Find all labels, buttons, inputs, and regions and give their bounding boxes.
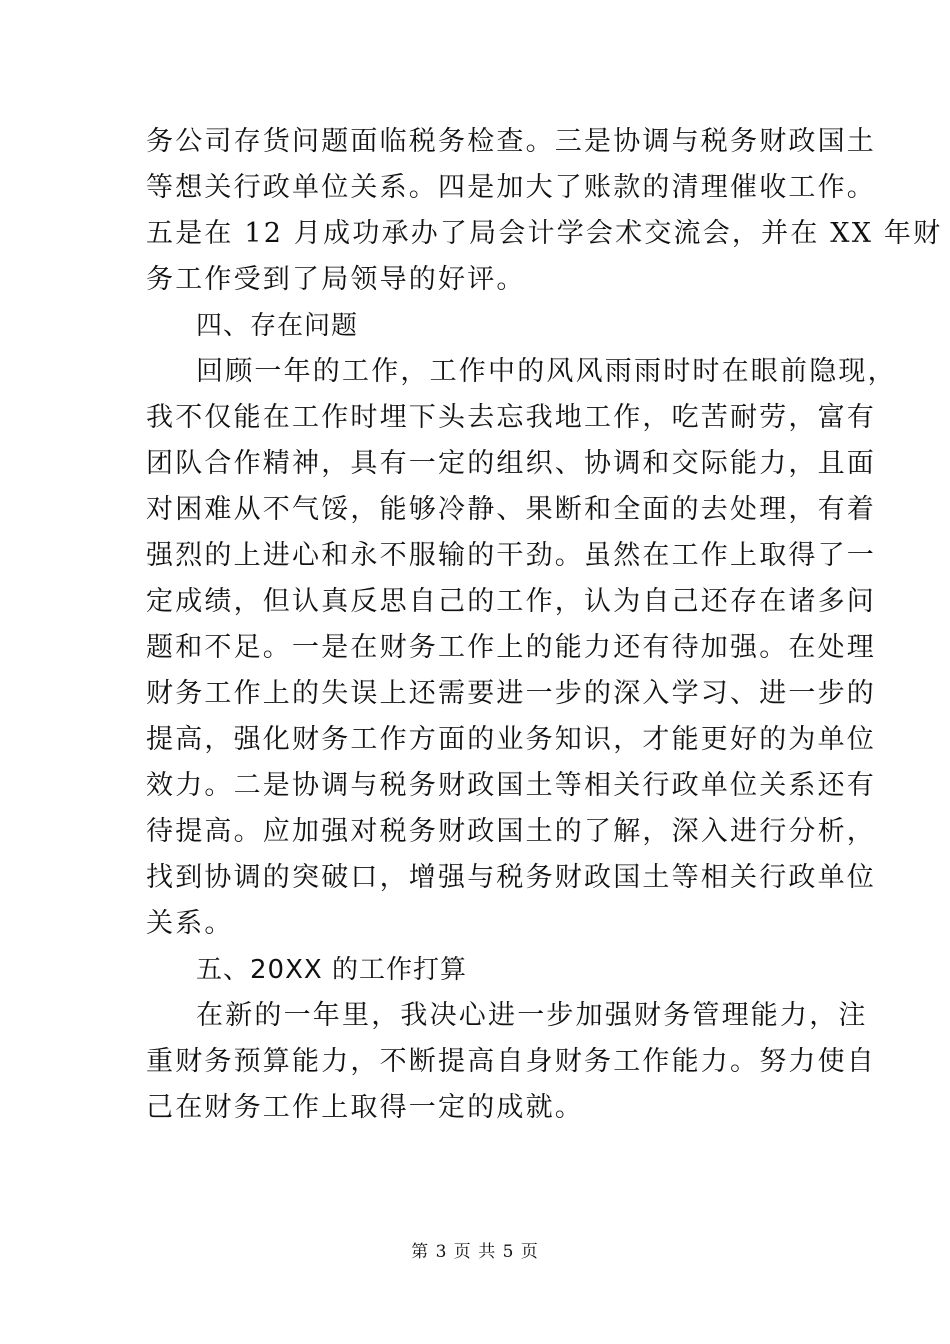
body-text-line: 务工作受到了局领导的好评。 [146, 264, 526, 295]
body-text-line: 我不仅能在工作时埋下头去忘我地工作，吃苦耐劳，富有 [146, 402, 876, 433]
section-heading: 五、20XX 的工作打算 [196, 955, 467, 985]
body-text-line: 题和不足。一是在财务工作上的能力还有待加强。在处理 [146, 632, 876, 663]
body-text-line: 在新的一年里，我决心进一步加强财务管理能力，注 [196, 1000, 868, 1031]
page-number-footer: 第 3 页 共 5 页 [411, 1242, 539, 1262]
body-text-line: 等想关行政单位关系。四是加大了账款的清理催收工作。 [146, 172, 876, 203]
body-text-line: 财务工作上的失误上还需要进一步的深入学习、进一步的 [146, 678, 876, 709]
body-text-line: 定成绩，但认真反思自己的工作，认为自己还存在诸多问 [146, 586, 876, 617]
body-text-line: 回顾一年的工作，工作中的风风雨雨时时在眼前隐现， [196, 356, 897, 387]
body-text-line: 重财务预算能力，不断提高自身财务工作能力。努力使自 [146, 1046, 876, 1077]
body-text-line: 关系。 [146, 908, 234, 939]
body-text-line: 对困难从不气馁，能够冷静、果断和全面的去处理，有着 [146, 494, 876, 525]
body-text-line: 团队合作精神，具有一定的组织、协调和交际能力，且面 [146, 448, 876, 479]
body-text-line: 强烈的上进心和永不服输的干劲。虽然在工作上取得了一 [146, 540, 876, 571]
body-text-line: 找到协调的突破口，增强与税务财政国土等相关行政单位 [146, 862, 876, 893]
body-text-line: 己在财务工作上取得一定的成就。 [146, 1092, 584, 1123]
body-text-line: 务公司存货问题面临税务检查。三是协调与税务财政国土 [146, 126, 876, 157]
section-heading: 四、存在问题 [196, 311, 359, 341]
body-text-line: 效力。二是协调与税务财政国土等相关行政单位关系还有 [146, 770, 876, 801]
body-text-line: 提高，强化财务工作方面的业务知识，才能更好的为单位 [146, 724, 876, 755]
body-text-line: 待提高。应加强对税务财政国土的了解，深入进行分析， [146, 816, 876, 847]
body-text-line: 五是在 12 月成功承办了局会计学会术交流会，并在 XX 年财 [146, 218, 943, 249]
